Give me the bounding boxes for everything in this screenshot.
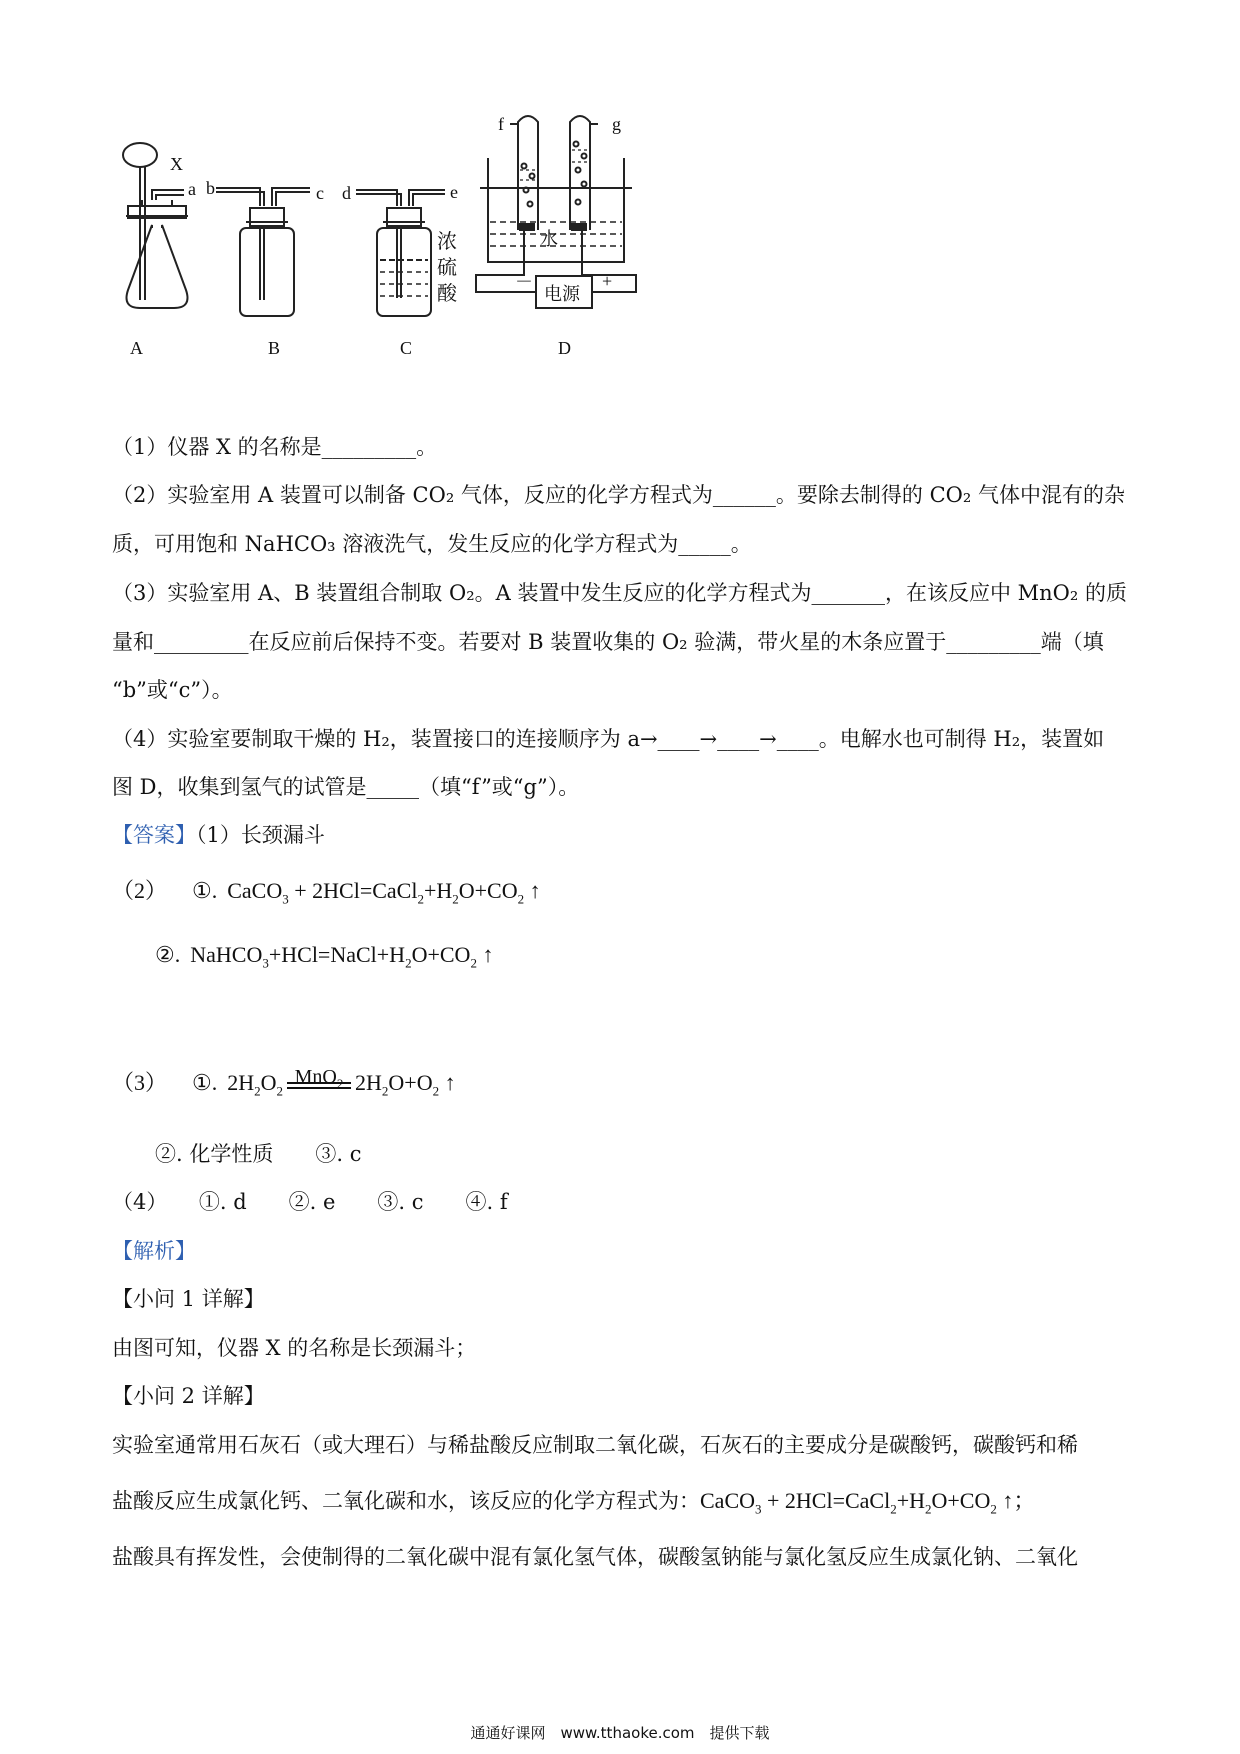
answer-2-number: （2） — [112, 878, 168, 903]
section-1-text: 由图可知，仪器 X 的名称是长颈漏斗； — [112, 1336, 477, 1360]
question-2-line-2: 质，可用饱和 NaHCO₃ 溶液洗气，发生反应的化学方程式为_____。 — [112, 532, 752, 556]
answer-1: （1）长颈漏斗 — [196, 823, 325, 847]
equation-nahco3: $NaHCO_3+HCl=NaCl+H_2O+CO_2$ ↑ — [190, 942, 494, 971]
label-water: 水 — [540, 229, 558, 249]
label-g: g — [612, 114, 621, 134]
label-plus: + — [602, 271, 613, 291]
apparatus-c — [356, 190, 445, 316]
page-footer: 通通好课网 www.tthaoke.com 提供下载 — [470, 1724, 770, 1742]
answer-2-1-index: ①. — [192, 878, 218, 903]
label-e: e — [450, 182, 458, 202]
question-3-line-3: “b”或“c”）。 — [112, 678, 233, 702]
answer-3-number: （3） — [112, 1070, 168, 1095]
question-3-line-1: （3）实验室用 A、B 装置组合制取 O₂。A 装置中发生反应的化学方程式为_______，在该反应中 MnO₂ 的质 — [112, 581, 1127, 605]
section-2-line-3: 盐酸具有挥发性，会使制得的二氧化碳中混有氯化氢气体，碳酸氢钠能与氯化氢反应生成氯化钠、二氧化 — [112, 1545, 1078, 1569]
question-4-line-2: 图 D，收集到氢气的试管是_____（填“f”或“g”）。 — [112, 775, 580, 799]
answer-3-eq-1 — [112, 1068, 1132, 1106]
label-c: c — [316, 183, 324, 203]
answer-3-3: ③. c — [315, 1142, 362, 1166]
label-minus: － — [515, 272, 533, 292]
section-1-title: 【小问 1 详解】 — [112, 1287, 265, 1311]
equation-h2o2: $2H_2O_2$ MnO$_2$ $2H_2O+O_2$ ↑ — [227, 1066, 456, 1099]
section-2-line-2 — [112, 1486, 1132, 1524]
label-power: 电源 — [544, 284, 580, 304]
equation-caco3-inline: CaCO$_3$ + $2HCl=CaCl_2+H_2O+CO_2$ ↑； — [700, 1488, 1036, 1517]
label-acid-1: 浓 — [437, 231, 457, 253]
answer-2-eq-1 — [112, 876, 1132, 914]
label-a: a — [188, 179, 196, 199]
label-b: b — [206, 178, 215, 198]
label-acid-2: 硫 — [437, 257, 457, 279]
section-2-line-1: 实验室通常用石灰石（或大理石）与稀盐酸反应制取二氧化碳，石灰石的主要成分是碳酸钙，碳酸钙和稀 — [112, 1433, 1078, 1457]
label-f: f — [498, 114, 504, 134]
question-1: （1）仪器 X 的名称是_________。 — [112, 435, 438, 459]
apparatus-figure — [100, 110, 740, 410]
answer-2-eq-2 — [155, 940, 1175, 978]
answer-2-2-index: ②. — [155, 942, 181, 967]
answer-label: 【答案】 — [112, 823, 196, 847]
section-2-title: 【小问 2 详解】 — [112, 1384, 265, 1408]
question-2-line-1: （2）实验室用 A 装置可以制备 CO₂ 气体，反应的化学方程式为______。要除去制得的 CO₂ 气体中混有的杂 — [112, 483, 1125, 507]
question-3-line-2: 量和_________在反应前后保持不变。若要对 B 装置收集的 O₂ 验满，带火星的木条应置于_________端（填 — [112, 630, 1104, 654]
label-x: X — [170, 154, 183, 174]
apparatus-b — [216, 188, 310, 316]
label-acid-3: 酸 — [437, 283, 457, 305]
equation-caco3: CaCO$_3$ + $2HCl=CaCl_2+H_2O+CO_2$ ↑ — [227, 878, 541, 907]
caption-b: B — [268, 338, 281, 358]
label-d: d — [342, 183, 351, 203]
answer-line-1 — [112, 820, 1132, 850]
answer-3-2: ②. 化学性质 — [155, 1142, 274, 1166]
answer-3-1-index: ①. — [192, 1070, 218, 1095]
question-4-line-1: （4）实验室要制取干燥的 H₂，装置接口的连接顺序为 a→____→____→____。电解水也可制得 H₂，装置如 — [112, 727, 1105, 751]
caption-a: A — [130, 338, 143, 358]
answer-4: （4） ①. d ②. e ③. c ④. f — [112, 1190, 508, 1214]
caption-d: D — [558, 338, 571, 358]
caption-c: C — [400, 338, 413, 358]
analysis-label: 【解析】 — [112, 1239, 196, 1263]
section-2-line-2-text: 盐酸反应生成氯化钙、二氧化碳和水，该反应的化学方程式为： — [112, 1489, 700, 1513]
answer-3-line-2 — [155, 1139, 1175, 1169]
